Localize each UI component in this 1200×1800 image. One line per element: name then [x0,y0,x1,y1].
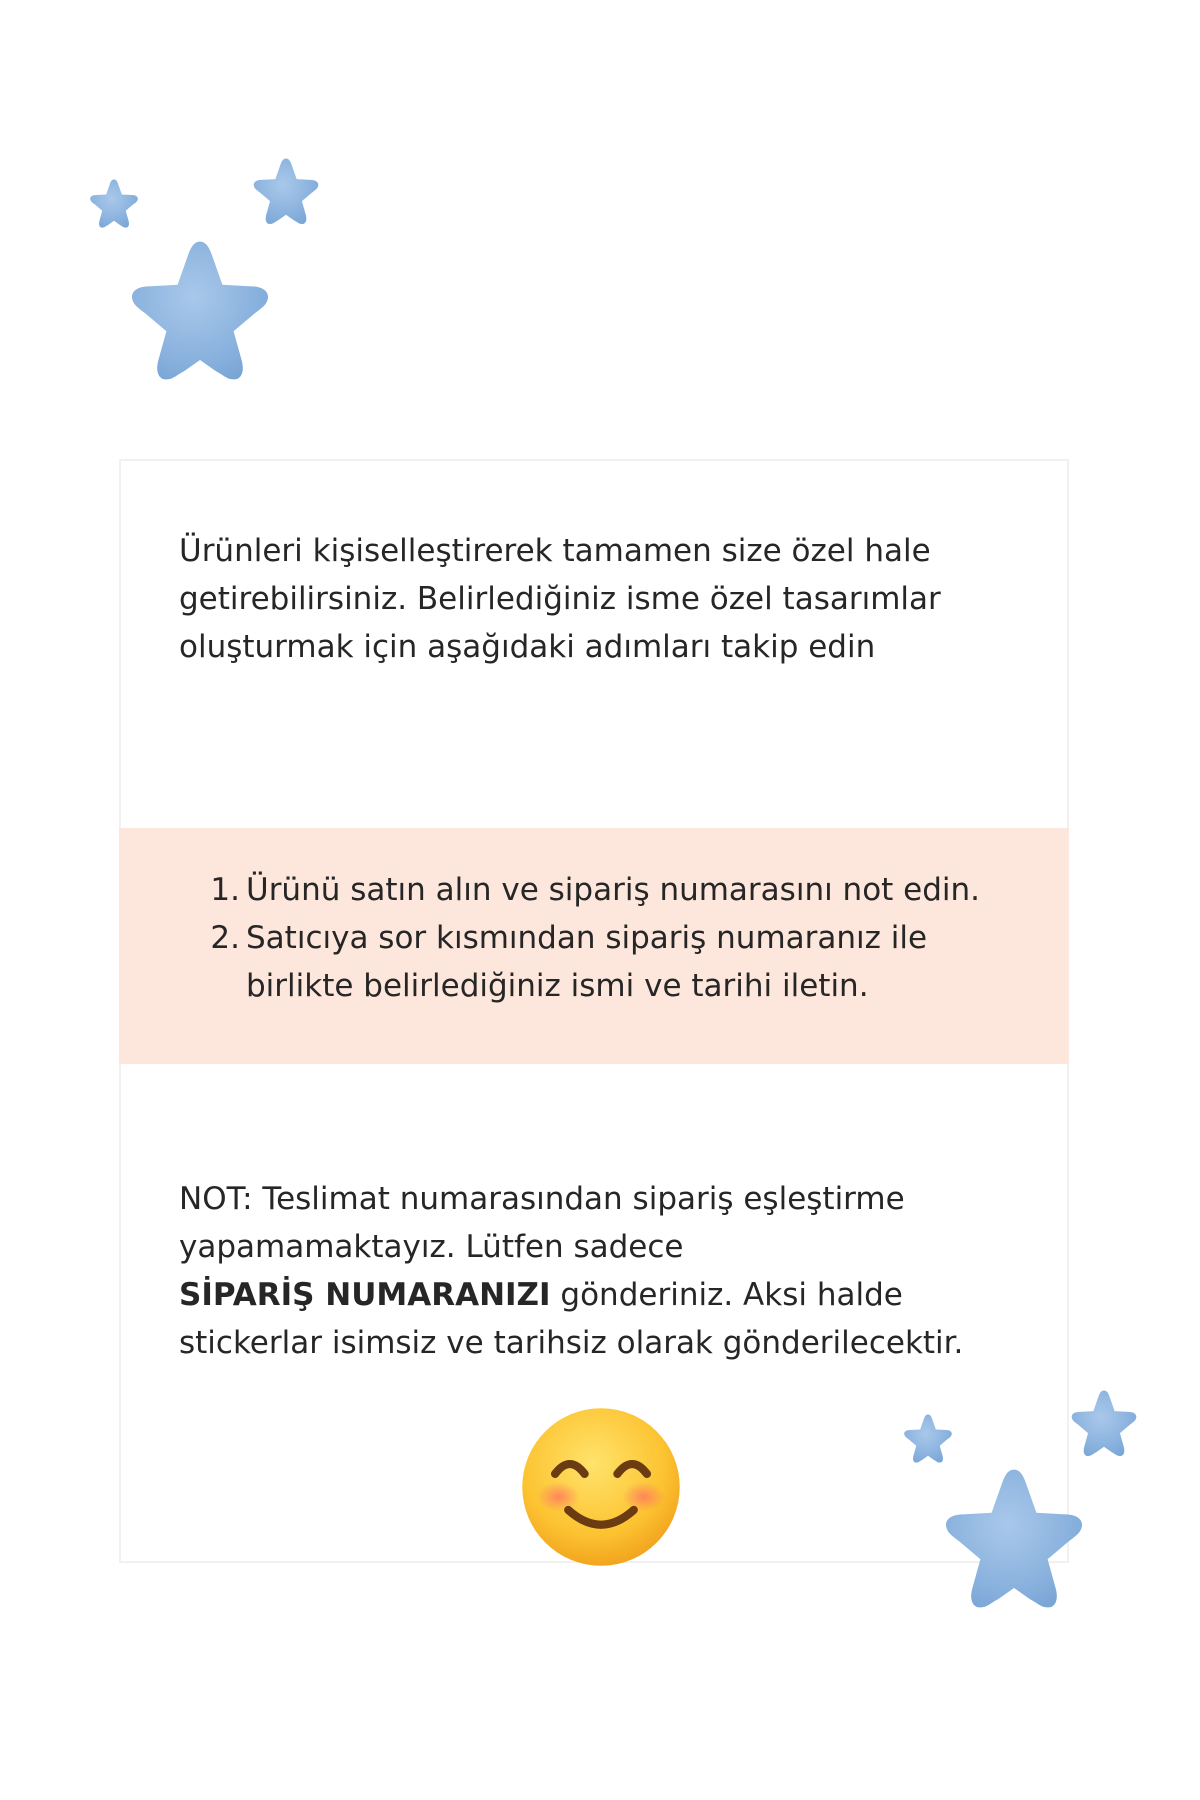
star-icon [86,176,142,232]
note-intro: NOT: Teslimat numarasından sipariş eşleştirme yapamamaktayız. Lütfen sadece [179,1181,905,1265]
step-item [204,866,1024,914]
steps-list [204,866,1024,1010]
note-emphasis: SİPARİŞ NUMARANIZI [179,1277,551,1313]
smiling-face-icon [519,1405,683,1569]
star-icon [900,1411,956,1467]
star-icon [248,154,324,230]
note-ending: gönderiniz. Aksi halde stickerlar isimsiz ve tarihsiz olarak gönderilecektir. [179,1277,964,1361]
note-text [179,1175,1039,1367]
step-number: 2. [210,920,240,956]
star-icon [934,1460,1094,1620]
star-icon [1066,1386,1142,1462]
intro-text: Ürünleri kişiselleştirerek tamamen size özel hale getirebilirsiniz. Belirlediğiniz isme özel tasarımlar oluşturmak için aşağıdaki adımları takip edin [179,533,941,665]
step-number: 1. [210,872,240,908]
step-text: Satıcıya sor kısmından sipariş numaranız ile birlikte belirlediğiniz ismi ve tarihi iletin. [246,920,928,1004]
step-item [204,914,1024,1010]
steps-panel [119,828,1069,1064]
info-card [119,459,1069,1563]
step-text: Ürünü satın alın ve sipariş numarasını not edin. [246,872,981,908]
star-icon [120,232,280,392]
